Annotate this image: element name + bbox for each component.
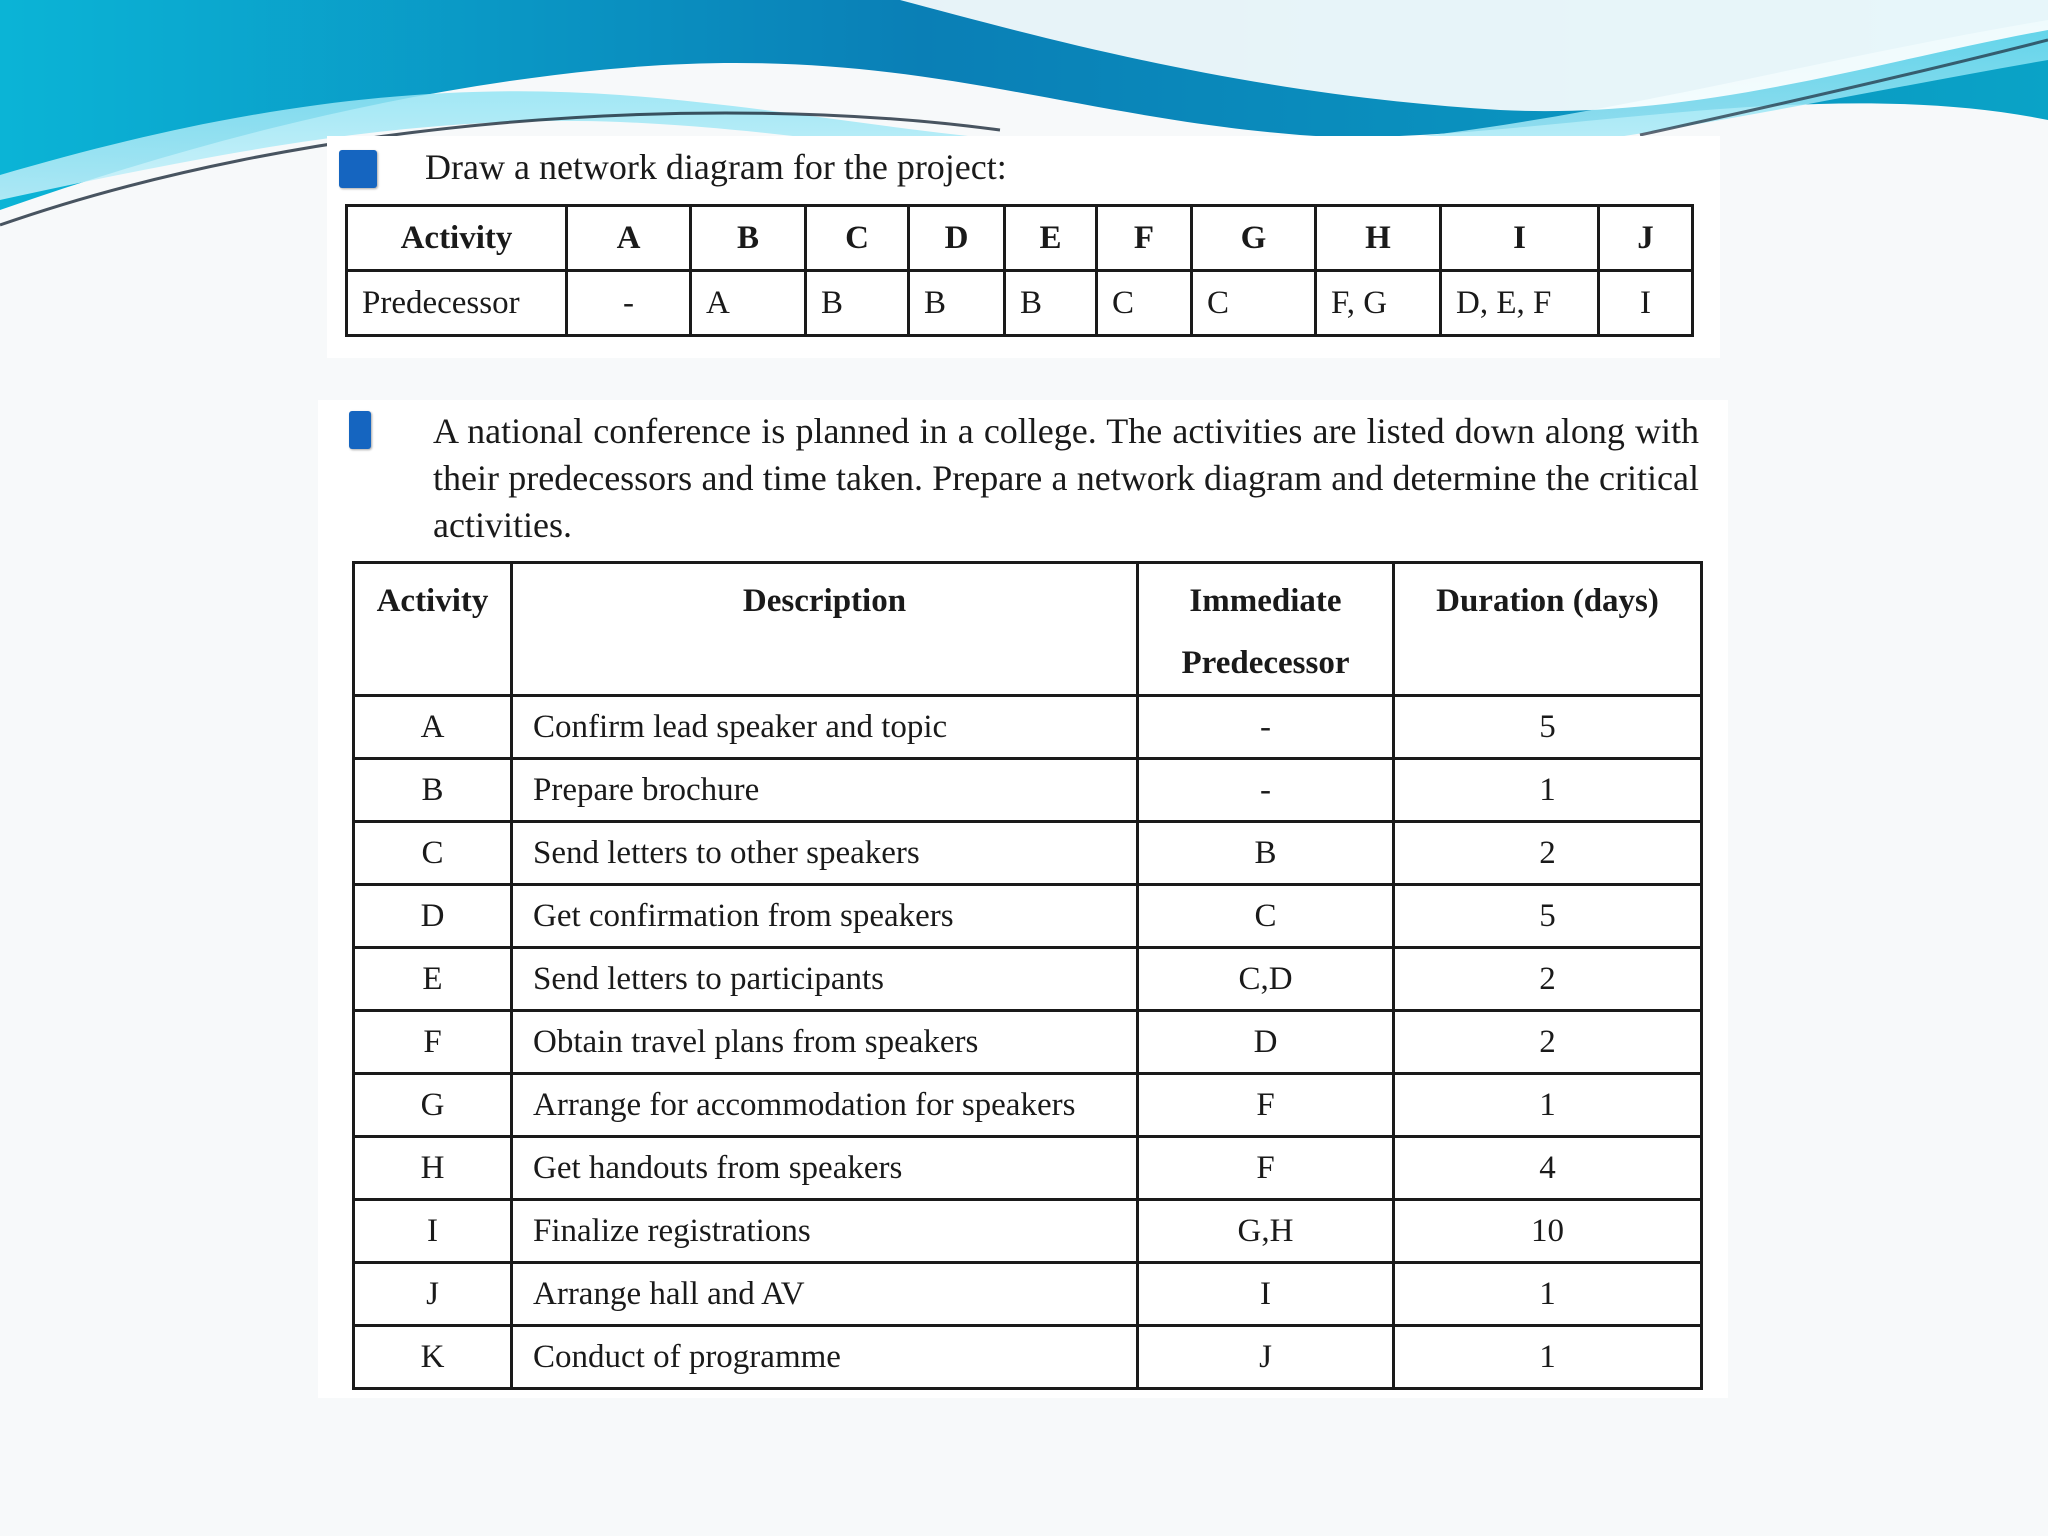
predecessor-cell: F [1138, 1074, 1394, 1137]
description-cell: Arrange hall and AV [512, 1263, 1138, 1326]
duration-cell: 2 [1394, 948, 1702, 1011]
description-cell: Arrange for accommodation for speakers [512, 1074, 1138, 1137]
duration-cell: 5 [1394, 885, 1702, 948]
activity-cell: D [909, 206, 1005, 271]
duration-cell: 5 [1394, 696, 1702, 759]
activity-cell: J [1599, 206, 1693, 271]
header-predecessor [1138, 563, 1394, 696]
header-activity: Activity [354, 563, 512, 696]
predecessor-row [347, 271, 1693, 336]
activity-row [347, 206, 1693, 271]
description-cell: Conduct of programme [512, 1326, 1138, 1389]
activity-cell: F [1097, 206, 1192, 271]
description-cell: Prepare brochure [512, 759, 1138, 822]
table-row [354, 1200, 1702, 1263]
table-row [354, 1137, 1702, 1200]
predecessor-cell: C,D [1138, 948, 1394, 1011]
activity-cell: E [1005, 206, 1097, 271]
predecessor-cell: - [1138, 696, 1394, 759]
header-predecessor-line1: Immediate [1189, 583, 1342, 619]
duration-cell: 2 [1394, 822, 1702, 885]
activity-cell: A [354, 696, 512, 759]
duration-cell: 1 [1394, 1074, 1702, 1137]
activity-cell: A [567, 206, 691, 271]
header-duration: Duration (days) [1394, 563, 1702, 696]
table-header-row [354, 563, 1702, 696]
table-row [354, 1011, 1702, 1074]
predecessor-cell: G,H [1138, 1200, 1394, 1263]
activity-cell: B [354, 759, 512, 822]
description-cell: Get handouts from speakers [512, 1137, 1138, 1200]
table-row [354, 885, 1702, 948]
row-header-activity: Activity [347, 206, 567, 271]
activity-cell: H [1316, 206, 1441, 271]
table-row [354, 948, 1702, 1011]
predecessor-cell: F, G [1316, 271, 1441, 336]
predecessor-cell: B [1005, 271, 1097, 336]
activity-cell: F [354, 1011, 512, 1074]
description-cell: Send letters to participants [512, 948, 1138, 1011]
question1-text: Draw a network diagram for the project: [425, 147, 1007, 187]
activity-cell: I [354, 1200, 512, 1263]
predecessor-cell: I [1138, 1263, 1394, 1326]
duration-cell: 1 [1394, 759, 1702, 822]
activity-cell: C [354, 822, 512, 885]
duration-cell: 4 [1394, 1137, 1702, 1200]
predecessor-cell: B [909, 271, 1005, 336]
duration-cell: 1 [1394, 1263, 1702, 1326]
activity-cell: J [354, 1263, 512, 1326]
table-row [354, 1263, 1702, 1326]
predecessor-cell: B [806, 271, 909, 336]
conference-activity-table [352, 561, 1703, 1390]
predecessor-cell: I [1599, 271, 1693, 336]
activity-cell: K [354, 1326, 512, 1389]
predecessor-cell: A [691, 271, 806, 336]
table-row [354, 759, 1702, 822]
predecessor-cell: B [1138, 822, 1394, 885]
activity-cell: G [1192, 206, 1316, 271]
predecessor-cell: J [1138, 1326, 1394, 1389]
table-body [354, 696, 1702, 1389]
table-row [354, 822, 1702, 885]
predecessor-cell: C [1097, 271, 1192, 336]
predecessor-cell: - [1138, 759, 1394, 822]
square-bullet-icon [339, 150, 377, 188]
table-row [354, 696, 1702, 759]
predecessor-cell: D, E, F [1441, 271, 1599, 336]
activity-cell: E [354, 948, 512, 1011]
description-cell: Obtain travel plans from speakers [512, 1011, 1138, 1074]
description-cell: Finalize registrations [512, 1200, 1138, 1263]
predecessor-table [345, 204, 1694, 337]
description-cell: Confirm lead speaker and topic [512, 696, 1138, 759]
predecessor-cell: C [1138, 885, 1394, 948]
predecessor-cell: F [1138, 1137, 1394, 1200]
predecessor-cell: C [1192, 271, 1316, 336]
activity-cell: C [806, 206, 909, 271]
question2-text: A national conference is planned in a college. The activities are listed down along with their predecessors and time taken. Prepare a network diagram and determine the critical activities. [433, 411, 1699, 545]
description-cell: Get confirmation from speakers [512, 885, 1138, 948]
row-header-predecessor: Predecessor [347, 271, 567, 336]
duration-cell: 10 [1394, 1200, 1702, 1263]
table-row [354, 1326, 1702, 1389]
activity-cell: I [1441, 206, 1599, 271]
duration-cell: 2 [1394, 1011, 1702, 1074]
activity-cell: B [691, 206, 806, 271]
header-description: Description [512, 563, 1138, 696]
duration-cell: 1 [1394, 1326, 1702, 1389]
description-cell: Send letters to other speakers [512, 822, 1138, 885]
activity-cell: D [354, 885, 512, 948]
square-bullet-icon [349, 411, 371, 449]
table-row [354, 1074, 1702, 1137]
activity-cell: G [354, 1074, 512, 1137]
predecessor-cell: D [1138, 1011, 1394, 1074]
predecessor-cell: - [567, 271, 691, 336]
activity-cell: H [354, 1137, 512, 1200]
header-predecessor-line2: Predecessor [1181, 645, 1350, 681]
